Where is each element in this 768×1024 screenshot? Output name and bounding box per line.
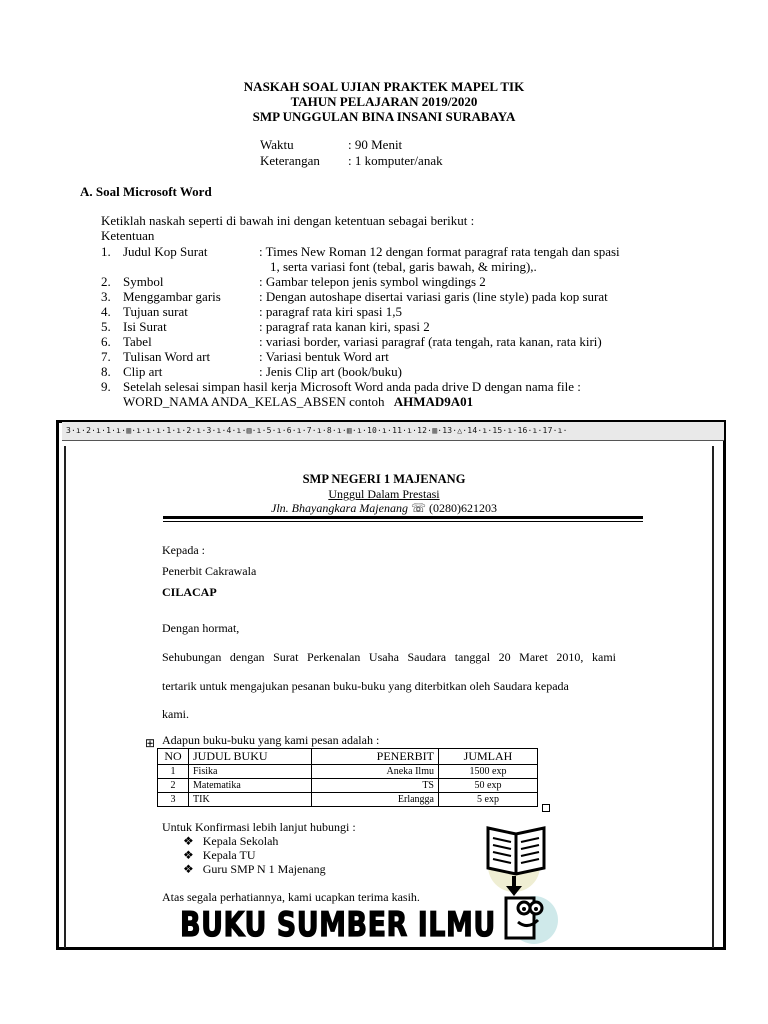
cell-penerbit: TS	[312, 779, 439, 793]
rule-desc: : Dengan autoshape disertai variasi garis (line style) pada kop surat	[259, 289, 608, 304]
school-address	[0, 501, 768, 516]
greeting: Dengan hormat,	[162, 621, 240, 635]
rule-name: Tabel	[123, 334, 152, 349]
table-move-handle-icon[interactable]: ⊞	[145, 736, 156, 750]
contact-label: Kepala Sekolah	[202, 834, 279, 848]
contact-label: Guru SMP N 1 Majenang	[202, 862, 326, 876]
books-table[interactable]	[157, 748, 538, 807]
info-keterangan-value: : 1 komputer/anak	[348, 153, 443, 168]
list-intro: Adapun buku-buku yang kami pesan adalah :	[162, 733, 380, 747]
phone-icon: ☏	[410, 501, 426, 515]
closing-text: Atas segala perhatiannya, kami ucapkan terima kasih.	[162, 890, 420, 904]
kop-divider-line-thin	[163, 521, 643, 522]
table-row	[158, 779, 538, 793]
contact-item	[183, 862, 326, 877]
title-line-3: SMP UNGGULAN BINA INSANI SURABAYA	[252, 109, 516, 124]
body-line-1: Sehubungan dengan Surat Perkenalan Usaha Saudara tanggal 20 Maret 2010, kami	[162, 650, 616, 664]
header-jumlah: JUMLAH	[439, 749, 538, 765]
contact-item	[183, 848, 256, 863]
wordart-title[interactable]: BUKU SUMBER ILMU	[180, 906, 496, 945]
horizontal-ruler[interactable]	[62, 422, 724, 441]
rule-desc: : Gambar telepon jenis symbol wingdings 2	[259, 274, 486, 289]
rule-num: 7.	[101, 349, 111, 364]
rule-desc-cont: 1, serta variasi font (tebal, garis bawah, & miring),.	[270, 259, 537, 274]
rule-name: Tulisan Word art	[123, 349, 211, 364]
rule-9-example: AHMAD9A01	[393, 394, 474, 409]
rule-num: 5.	[101, 319, 111, 334]
rule-num: 9.	[101, 379, 111, 394]
kepada-label: Kepada :	[162, 543, 205, 557]
rule-name: Tujuan surat	[123, 304, 188, 319]
rule-num: 2.	[101, 274, 111, 289]
cell-judul: Matematika	[189, 779, 312, 793]
rule-9-line2	[123, 394, 473, 409]
rule-name: Judul Kop Surat	[123, 244, 208, 259]
phone-number: (0280)621203	[428, 501, 497, 515]
contact-item	[183, 834, 278, 849]
rule-name: Isi Surat	[123, 319, 167, 334]
rule-num: 6.	[101, 334, 111, 349]
cell-jumlah: 1500 exp	[439, 765, 538, 779]
cell-no: 1	[158, 765, 189, 779]
table-resize-handle[interactable]	[542, 804, 550, 812]
table-row	[158, 765, 538, 779]
rule-9-filename-format: WORD_NAMA ANDA_KELAS_ABSEN contoh	[123, 394, 385, 409]
rule-9-line1: Setelah selesai simpan hasil kerja Microsoft Word anda pada drive D dengan nama file :	[123, 379, 581, 394]
rule-num: 8.	[101, 364, 111, 379]
bullet-diamond-icon: ❖	[183, 862, 194, 876]
cell-penerbit: Aneka Ilmu	[312, 765, 439, 779]
intro-text: Ketiklah naskah seperti di bawah ini dengan ketentuan sebagai berikut :	[101, 213, 475, 228]
header-judul: JUDUL BUKU	[189, 749, 312, 765]
info-waktu-value: : 90 Menit	[348, 137, 403, 152]
title-line-1: NASKAH SOAL UJIAN PRAKTEK MAPEL TIK	[243, 79, 525, 94]
body-line-3: kami.	[162, 707, 189, 721]
confirm-text: Untuk Konfirmasi lebih lanjut hubungi :	[162, 820, 356, 834]
recipient-name: Penerbit Cakrawala	[162, 564, 257, 578]
header-penerbit: PENERBIT	[312, 749, 439, 765]
section-heading: A. Soal Microsoft Word	[80, 184, 212, 199]
contact-label: Kepala TU	[202, 848, 256, 862]
rule-desc: : paragraf rata kanan kiri, spasi 2	[259, 319, 430, 334]
table-header-row	[158, 749, 538, 765]
rule-name: Symbol	[123, 274, 164, 289]
header-no: NO	[158, 749, 189, 765]
rule-num: 3.	[101, 289, 111, 304]
cell-jumlah: 5 exp	[439, 793, 538, 807]
book-clipart-svg	[484, 822, 564, 944]
cell-judul: Fisika	[189, 765, 312, 779]
info-waktu-label: Waktu	[260, 137, 294, 152]
bullet-diamond-icon: ❖	[183, 848, 194, 862]
rule-name: Clip art	[123, 364, 163, 379]
cell-no: 2	[158, 779, 189, 793]
body-line-2: tertarik untuk mengajukan pesanan buku-buku yang diterbitkan oleh Saudara kepada	[162, 679, 569, 693]
cell-penerbit: Erlangga	[312, 793, 439, 807]
rule-desc: : Jenis Clip art (book/buku)	[259, 364, 402, 379]
table-row	[158, 793, 538, 807]
recipient-city: CILACAP	[162, 585, 217, 599]
address-text: Jln. Bhayangkara Majenang	[271, 501, 408, 515]
ketentuan-label: Ketentuan	[101, 228, 155, 243]
rule-desc: : Times New Roman 12 dengan format paragraf rata tengah dan spasi	[259, 244, 620, 259]
bullet-diamond-icon: ❖	[183, 834, 194, 848]
title-line-2: TAHUN PELAJARAN 2019/2020	[290, 94, 478, 109]
rule-desc: : paragraf rata kiri spasi 1,5	[259, 304, 402, 319]
school-motto: Unggul Dalam Prestasi	[328, 487, 440, 501]
rule-num: 4.	[101, 304, 111, 319]
rule-desc: : Variasi bentuk Word art	[259, 349, 389, 364]
book-clipart-icon[interactable]	[484, 822, 564, 944]
cell-no: 3	[158, 793, 189, 807]
info-keterangan-label: Keterangan	[260, 153, 320, 168]
rule-num: 1.	[101, 244, 111, 259]
rule-desc: : variasi border, variasi paragraf (rata tengah, rata kanan, rata kiri)	[259, 334, 602, 349]
rule-name: Menggambar garis	[123, 289, 221, 304]
ruler-scale: 3·ı·2·ı·1·ı·▥·ı·ı·ı·1·ı·2·ı·3·ı·4·ı·▥·ı·5·ı·6·ı·7·ı·8·ı·▥·ı·10·ı·11·ı·12·▥·13·△·14·ı·15·ı·16·ı·17·ı·	[66, 426, 568, 435]
school-name: SMP NEGERI 1 MAJENANG	[302, 472, 466, 486]
cell-jumlah: 50 exp	[439, 779, 538, 793]
kop-divider-line	[163, 516, 643, 519]
cell-judul: TIK	[189, 793, 312, 807]
